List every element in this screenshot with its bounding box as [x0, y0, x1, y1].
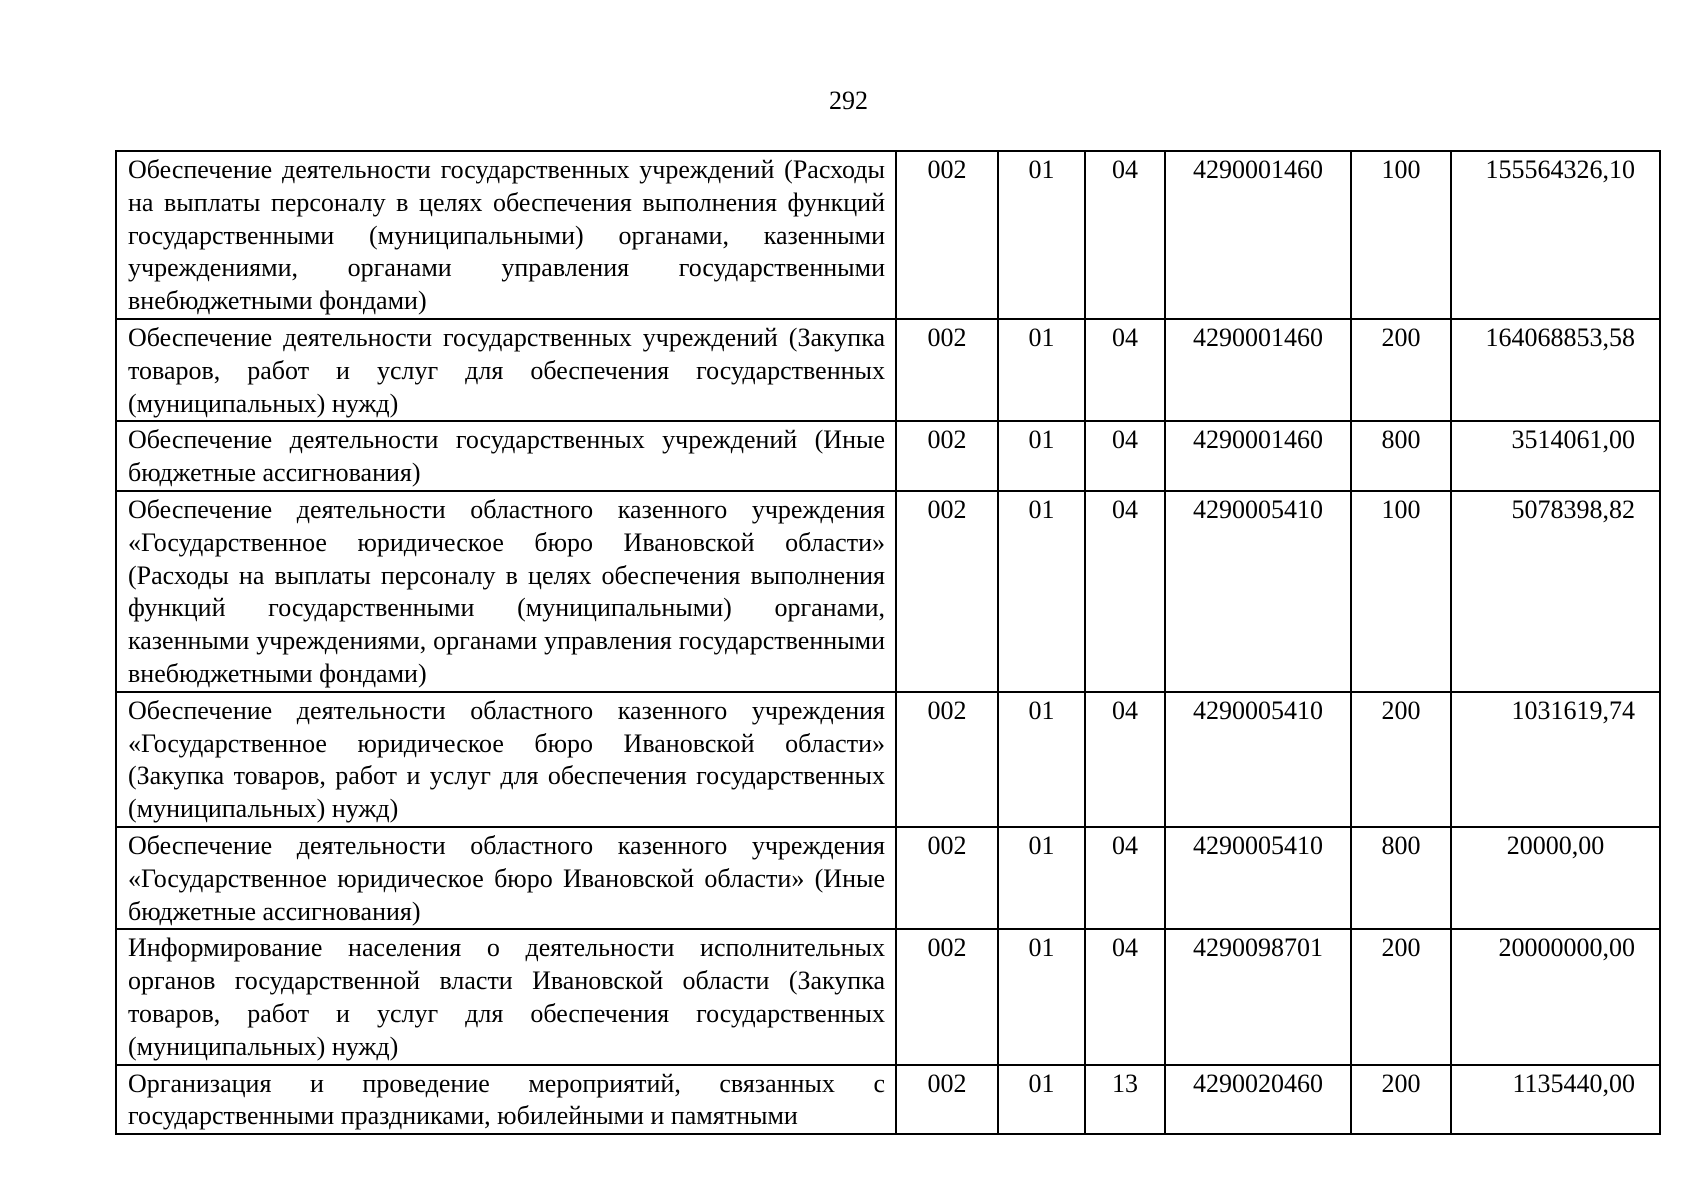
row-description: Обеспечение деятельности государственных учреждений (Закупка товаров, работ и услуг для обеспечения государственных (муниципальных) нужд) [116, 319, 896, 421]
row-subsection-code: 04 [1085, 929, 1165, 1064]
row-expense-type: 200 [1351, 929, 1451, 1064]
row-subsection-code: 04 [1085, 421, 1165, 491]
row-target-article: 4290001460 [1165, 319, 1351, 421]
table-row [116, 929, 1660, 1064]
row-section-code: 01 [998, 1065, 1085, 1135]
row-description: Обеспечение деятельности областного казенного учреждения «Государственное юридическое бюро Ивановской области» (Расходы на выплаты персоналу в целях обеспечения выполнения функций государственными (муниципальными) органами, казенными учреждениями, органами управления государственными внебюджетными фондами) [116, 491, 896, 692]
budget-table [115, 150, 1661, 1135]
row-target-article: 4290020460 [1165, 1065, 1351, 1135]
row-target-article: 4290005410 [1165, 692, 1351, 827]
row-grbs-code: 002 [896, 929, 998, 1064]
row-section-code: 01 [998, 692, 1085, 827]
row-section-code: 01 [998, 151, 1085, 319]
row-amount: 3514061,00 [1451, 421, 1660, 491]
row-description: Обеспечение деятельности государственных учреждений (Иные бюджетные ассигнования) [116, 421, 896, 491]
row-expense-type: 100 [1351, 151, 1451, 319]
row-section-code: 01 [998, 319, 1085, 421]
row-grbs-code: 002 [896, 491, 998, 692]
table-row [116, 827, 1660, 929]
row-grbs-code: 002 [896, 692, 998, 827]
row-description: Обеспечение деятельности областного казенного учреждения «Государственное юридическое бюро Ивановской области» (Закупка товаров, работ и услуг для обеспечения государственных (муниципальных) нужд) [116, 692, 896, 827]
row-expense-type: 800 [1351, 827, 1451, 929]
table-row [116, 151, 1660, 319]
row-section-code: 01 [998, 491, 1085, 692]
table-row [116, 491, 1660, 692]
row-grbs-code: 002 [896, 1065, 998, 1135]
row-subsection-code: 04 [1085, 827, 1165, 929]
page-number: 292 [829, 86, 868, 115]
row-expense-type: 800 [1351, 421, 1451, 491]
row-target-article: 4290001460 [1165, 421, 1351, 491]
row-expense-type: 100 [1351, 491, 1451, 692]
table-row [116, 692, 1660, 827]
table-row [116, 421, 1660, 491]
row-amount: 164068853,58 [1451, 319, 1660, 421]
row-target-article: 4290005410 [1165, 827, 1351, 929]
row-description: Обеспечение деятельности государственных учреждений (Расходы на выплаты персоналу в целях обеспечения выполнения функций государственными (муниципальными) органами, казенными учреждениями, органами управления государственными внебюджетными фондами) [116, 151, 896, 319]
table-row [116, 1065, 1660, 1135]
row-section-code: 01 [998, 421, 1085, 491]
row-grbs-code: 002 [896, 421, 998, 491]
row-amount: 1031619,74 [1451, 692, 1660, 827]
row-subsection-code: 04 [1085, 151, 1165, 319]
row-description: Обеспечение деятельности областного казенного учреждения «Государственное юридическое бюро Ивановской области» (Иные бюджетные ассигнования) [116, 827, 896, 929]
row-amount: 20000,00 [1451, 827, 1660, 929]
row-description: Организация и проведение мероприятий, связанных с государственными праздниками, юбилейными и памятными [116, 1065, 896, 1135]
row-section-code: 01 [998, 929, 1085, 1064]
row-target-article: 4290001460 [1165, 151, 1351, 319]
row-target-article: 4290005410 [1165, 491, 1351, 692]
row-amount: 20000000,00 [1451, 929, 1660, 1064]
row-amount: 1135440,00 [1451, 1065, 1660, 1135]
row-grbs-code: 002 [896, 151, 998, 319]
row-description: Информирование населения о деятельности исполнительных органов государственной власти Ивановской области (Закупка товаров, работ и услуг для обеспечения государственных (муниципальных) нужд) [116, 929, 896, 1064]
row-target-article: 4290098701 [1165, 929, 1351, 1064]
row-expense-type: 200 [1351, 319, 1451, 421]
row-amount: 155564326,10 [1451, 151, 1660, 319]
row-amount: 5078398,82 [1451, 491, 1660, 692]
row-expense-type: 200 [1351, 692, 1451, 827]
row-subsection-code: 04 [1085, 319, 1165, 421]
row-grbs-code: 002 [896, 827, 998, 929]
row-subsection-code: 04 [1085, 692, 1165, 827]
row-subsection-code: 13 [1085, 1065, 1165, 1135]
row-subsection-code: 04 [1085, 491, 1165, 692]
row-section-code: 01 [998, 827, 1085, 929]
row-expense-type: 200 [1351, 1065, 1451, 1135]
table-row [116, 319, 1660, 421]
row-grbs-code: 002 [896, 319, 998, 421]
